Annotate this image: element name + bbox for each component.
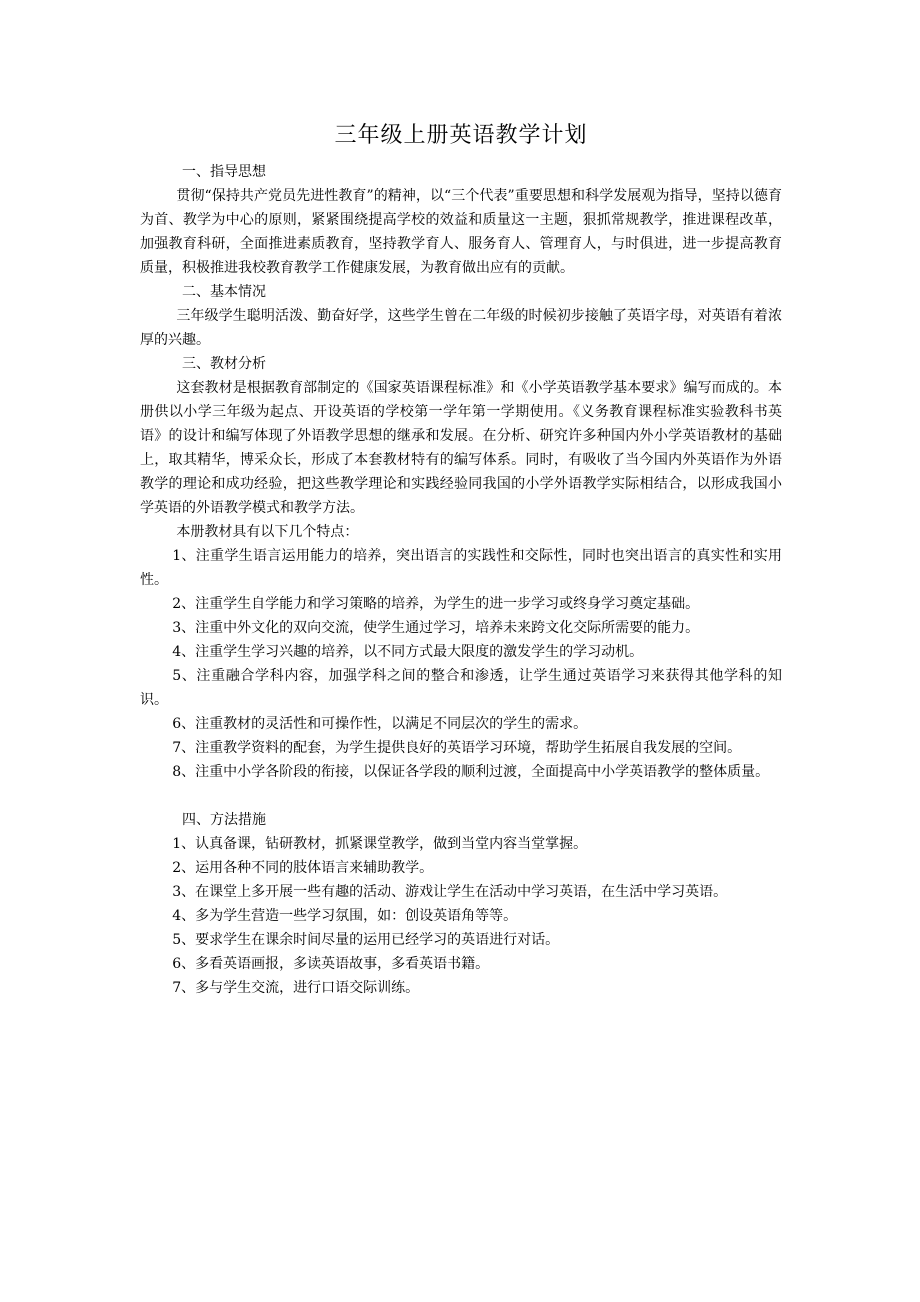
list-item: 6、多看英语画报，多读英语故事，多看英语书籍。 [172, 956, 490, 972]
paragraph-features-intro: 本册教材具有以下几个特点： [176, 524, 359, 540]
section-heading-basic-situation: 二、基本情况 [182, 284, 266, 300]
list-item: 3、注重中外文化的双向交流，使学生通过学习，培养未来跨文化交际所需要的能力。 [172, 620, 700, 636]
document-title: 三年级上册英语教学计划 [334, 123, 588, 148]
list-item: 8、注重中小学各阶段的衔接，以保证各学段的顺利过渡，全面提高中小学英语教学的整体质量。 [172, 764, 770, 780]
document-page [140, 118, 782, 1000]
section-heading-methods: 四、方法措施 [182, 812, 266, 828]
list-item: 5、注重融合学科内容，加强学科之间的整合和渗透，让学生通过英语学习来获得其他学科的知识。 [140, 668, 782, 708]
list-item: 2、运用各种不同的肢体语言来辅助教学。 [172, 860, 434, 876]
list-item: 6、注重教材的灵活性和可操作性，以满足不同层次的学生的需求。 [172, 716, 588, 732]
list-item: 4、注重学生学习兴趣的培养，以不同方式最大限度的激发学生的学习动机。 [172, 644, 644, 660]
section-heading-guiding-thought: 一、指导思想 [182, 164, 266, 180]
list-item: 5、要求学生在课余时间尽量的运用已经学习的英语进行对话。 [172, 932, 560, 948]
list-item: 4、多为学生营造一些学习氛围，如：创设英语角等等。 [172, 908, 518, 924]
paragraph-basic-situation: 三年级学生聪明活泼、勤奋好学，这些学生曾在二年级的时候初步接触了英语字母，对英语有着浓厚的兴趣。 [140, 308, 782, 348]
section-spacer [140, 784, 782, 808]
list-item: 1、认真备课，钻研教材，抓紧课堂教学，做到当堂内容当堂掌握。 [172, 836, 588, 852]
list-item: 1、注重学生语言运用能力的培养，突出语言的实践性和交际性，同时也突出语言的真实性和实用性。 [140, 548, 782, 588]
list-item: 2、注重学生自学能力和学习策略的培养，为学生的进一步学习或终身学习奠定基础。 [172, 596, 700, 612]
paragraph-textbook-analysis: 这套教材是根据教育部制定的《国家英语课程标准》和《小学英语教学基本要求》编写而成的。本册供以小学三年级为起点、开设英语的学校第一学年第一学期使用。《义务教育课程标准实验教科书英语》的设计和编写体现了外语教学思想的继承和发展。在分析、研究许多种国内外小学英语教材的基础上，取其精华，博采众长，形成了本套教材特有的编写体系。同时，有吸收了当今国内外英语作为外语教学的理论和成功经验，把这些教学理论和实践经验同我国的小学外语教学实际相结合，以形成我国小学英语的外语教学模式和教学方法。 [140, 380, 782, 516]
list-item: 3、在课堂上多开展一些有趣的活动、游戏让学生在活动中学习英语，在生活中学习英语。 [172, 884, 728, 900]
section-heading-textbook-analysis: 三、教材分析 [182, 356, 266, 372]
list-item: 7、多与学生交流，进行口语交际训练。 [172, 980, 420, 996]
list-item: 7、注重教学资料的配套，为学生提供良好的英语学习环境，帮助学生拓展自我发展的空间。 [172, 740, 742, 756]
paragraph-guiding-thought: 贯彻“保持共产党员先进性教育”的精神，以“三个代表”重要思想和科学发展观为指导，坚持以德育为首、教学为中心的原则，紧紧围绕提高学校的效益和质量这一主题，狠抓常规教学，推进课程改革，加强教育科研，全面推进素质教育，坚持教学育人、服务育人、管理育人，与时俱进，进一步提高教育质量，积极推进我校教育教学工作健康发展，为教育做出应有的贡献。 [140, 188, 782, 276]
